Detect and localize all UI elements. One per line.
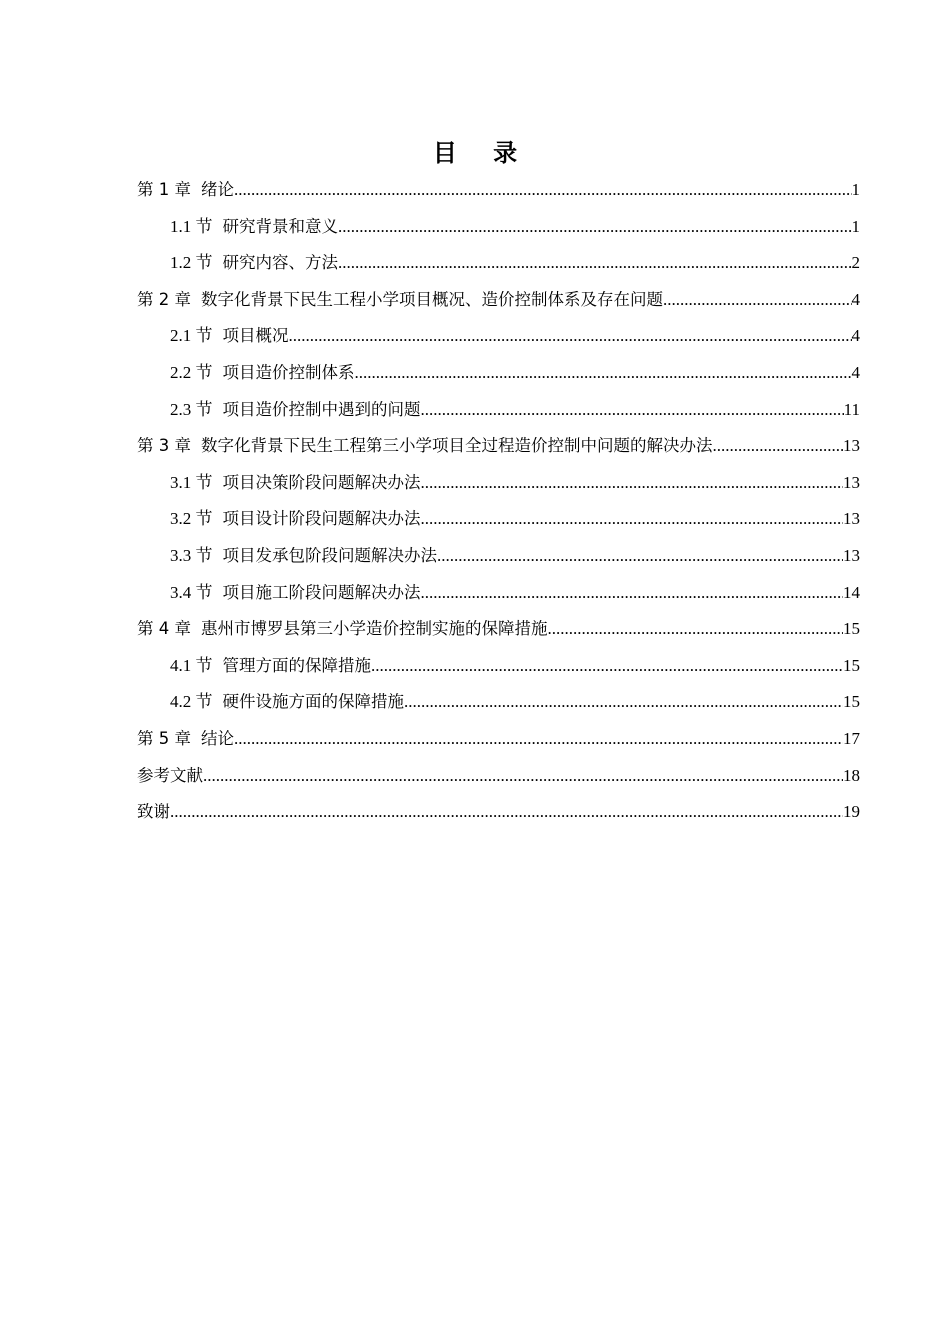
toc-entry-section-3-4[interactable] bbox=[137, 575, 860, 612]
entry-page-number: 1 bbox=[851, 180, 860, 199]
entry-page-number: 15 bbox=[843, 655, 860, 675]
entry-number: 第 5 章 bbox=[137, 728, 191, 748]
toc-entry-chapter-4[interactable] bbox=[137, 611, 860, 648]
entry-title: 绪论 bbox=[201, 180, 234, 199]
entry-number: 2.2 节 bbox=[170, 362, 213, 382]
dot-leader bbox=[289, 318, 852, 355]
dot-leader bbox=[203, 758, 843, 795]
toc-entry-section-1-1[interactable] bbox=[137, 209, 860, 246]
entry-number: 2.1 节 bbox=[170, 326, 213, 346]
entry-title: 项目设计阶段问题解决办法 bbox=[222, 509, 421, 529]
toc-title: 目 录 bbox=[432, 139, 532, 167]
entry-title: 结论 bbox=[201, 728, 234, 748]
entry-number: 3.3 节 bbox=[170, 545, 213, 565]
dot-leader bbox=[421, 465, 844, 502]
toc-entry-chapter-1[interactable] bbox=[137, 172, 860, 209]
dot-leader bbox=[548, 611, 844, 648]
dot-leader bbox=[338, 245, 852, 282]
entry-number: 第 2 章 bbox=[137, 289, 191, 309]
toc-entry-references[interactable] bbox=[137, 758, 860, 795]
entry-page-number: 4 bbox=[851, 326, 860, 346]
dot-leader bbox=[234, 721, 843, 758]
entry-title: 研究内容、方法 bbox=[222, 253, 338, 273]
toc-entry-chapter-2[interactable] bbox=[137, 282, 860, 319]
entry-page-number: 2 bbox=[851, 253, 860, 273]
entry-page-number: 4 bbox=[851, 289, 860, 309]
dot-leader bbox=[355, 355, 852, 392]
entry-page-number: 19 bbox=[843, 802, 860, 822]
entry-page-number: 15 bbox=[843, 619, 860, 639]
entry-title: 管理方面的保障措施 bbox=[222, 655, 371, 675]
entry-title: 项目发承包阶段问题解决办法 bbox=[222, 545, 437, 565]
entry-title: 研究背景和意义 bbox=[222, 216, 338, 236]
toc-entry-acknowledgements[interactable] bbox=[137, 794, 860, 831]
entry-number: 4.2 节 bbox=[170, 692, 213, 712]
entry-page-number: 4 bbox=[851, 362, 860, 382]
entry-title: 参考文献 bbox=[137, 765, 203, 785]
toc-entry-section-2-2[interactable] bbox=[137, 355, 860, 392]
entry-number: 1.2 节 bbox=[170, 253, 213, 273]
dot-leader bbox=[421, 575, 844, 612]
entry-number: 2.3 节 bbox=[170, 399, 213, 419]
entry-number: 第 1 章 bbox=[137, 180, 191, 199]
toc-entry-section-2-3[interactable] bbox=[137, 392, 860, 429]
dot-leader bbox=[663, 282, 852, 319]
entry-title: 项目施工阶段问题解决办法 bbox=[222, 582, 421, 602]
dot-leader bbox=[421, 501, 844, 538]
dot-leader bbox=[713, 428, 844, 465]
entry-title: 数字化背景下民生工程小学项目概况、造价控制体系及存在问题 bbox=[201, 289, 663, 309]
entry-page-number: 13 bbox=[843, 509, 860, 529]
entry-title: 项目概况 bbox=[222, 326, 289, 346]
dot-leader bbox=[371, 648, 843, 685]
toc-entry-section-2-1[interactable] bbox=[137, 318, 860, 355]
toc-entry-section-1-2[interactable] bbox=[137, 245, 860, 282]
dot-leader bbox=[338, 209, 852, 246]
toc-entry-section-3-3[interactable] bbox=[137, 538, 860, 575]
entry-page-number: 15 bbox=[843, 692, 860, 712]
dot-leader bbox=[421, 392, 844, 429]
toc-entry-section-4-1[interactable] bbox=[137, 648, 860, 685]
entry-page-number: 13 bbox=[843, 436, 860, 456]
toc-entry-section-3-2[interactable] bbox=[137, 501, 860, 538]
entry-number: 3.4 节 bbox=[170, 582, 213, 602]
entry-number: 3.2 节 bbox=[170, 509, 213, 529]
entry-page-number: 11 bbox=[843, 399, 860, 419]
entry-title: 项目造价控制中遇到的问题 bbox=[222, 399, 421, 419]
entry-number: 第 4 章 bbox=[137, 619, 191, 639]
entry-page-number: 13 bbox=[843, 472, 860, 492]
dot-leader bbox=[170, 794, 843, 831]
toc-entry-chapter-3[interactable] bbox=[137, 428, 860, 465]
entry-title: 项目造价控制体系 bbox=[222, 362, 355, 382]
entry-number: 3.1 节 bbox=[170, 472, 213, 492]
dot-leader bbox=[404, 684, 843, 721]
entry-number: 第 3 章 bbox=[137, 436, 191, 456]
entry-number: 4.1 节 bbox=[170, 655, 213, 675]
entry-title: 项目决策阶段问题解决办法 bbox=[222, 472, 421, 492]
toc-entry-section-3-1[interactable] bbox=[137, 465, 860, 502]
entry-title: 硬件设施方面的保障措施 bbox=[222, 692, 404, 712]
toc-entry-chapter-5[interactable] bbox=[137, 721, 860, 758]
entry-page-number: 18 bbox=[843, 765, 860, 785]
entry-number: 1.1 节 bbox=[170, 216, 213, 236]
entry-title: 惠州市博罗县第三小学造价控制实施的保障措施 bbox=[201, 619, 548, 639]
toc-list bbox=[137, 172, 860, 831]
entry-page-number: 17 bbox=[843, 728, 860, 748]
entry-title: 致谢 bbox=[137, 802, 170, 822]
entry-page-number: 1 bbox=[851, 216, 860, 236]
entry-page-number: 14 bbox=[843, 582, 860, 602]
toc-entry-section-4-2[interactable] bbox=[137, 684, 860, 721]
entry-title: 数字化背景下民生工程第三小学项目全过程造价控制中问题的解决办法 bbox=[201, 436, 713, 456]
dot-leader bbox=[234, 172, 852, 209]
entry-page-number: 13 bbox=[843, 545, 860, 565]
dot-leader bbox=[437, 538, 843, 575]
